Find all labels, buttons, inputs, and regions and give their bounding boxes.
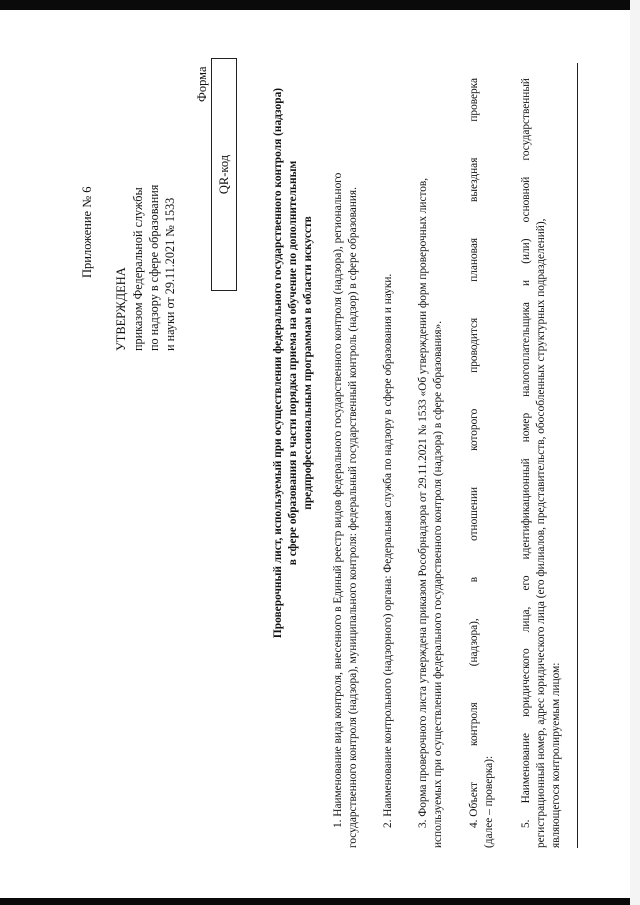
qr-code-label: QR-код — [216, 154, 231, 195]
approval-line: приказом Федеральной службы — [130, 187, 145, 351]
rotated-document — [1, 8, 621, 898]
document-title — [271, 83, 316, 643]
word: проверка — [468, 78, 480, 122]
approval-heading: УТВЕРЖДЕНА — [114, 267, 128, 351]
word: которого — [468, 408, 480, 451]
word: государственный — [520, 78, 532, 161]
title-line: в сфере образования в части порядка приема на обучение по дополнительным — [287, 160, 300, 566]
word: 5. — [520, 819, 532, 828]
word: юридического — [520, 648, 532, 717]
approval-block — [113, 51, 178, 351]
word: выездная — [468, 157, 480, 202]
appendix-number: Приложение № 6 — [80, 186, 94, 278]
item-form-approval — [416, 78, 446, 848]
word: основной — [520, 176, 532, 223]
paragraph-line: 3. Форма проверочного листа утверждена приказом Рособрнадзора от 29.11.2021 № 1533 «Об утверждении форм проверочных листов, — [417, 177, 429, 828]
word: в — [468, 576, 480, 583]
paragraph-line: 1. Наименование вида контроля, внесенного в Единый реестр видов федерального государственного контроля (надзора), регионального — [332, 172, 344, 828]
title-line: предпрофессиональным программам в области искусств — [302, 216, 315, 510]
word: и — [520, 279, 532, 286]
paragraph-line: 2. Наименование контрольного (надзорного) органа: Федеральная служба по надзору в сфере образования и науки. — [382, 273, 394, 828]
approval-line: и науки от 29.11.2021 № 1533 — [162, 197, 177, 351]
form-label: Форма — [195, 66, 209, 102]
fill-in-line — [577, 63, 578, 848]
paragraph-line: используемых при осуществлении федерального государственного контроля (надзора) в сфере образования». — [431, 320, 444, 848]
word: отношении — [468, 486, 480, 541]
paragraph-line: государственного контроля (надзора), муниципального контроля: федеральный государственный контроль (надзор) в сфере образования. — [346, 187, 359, 848]
word: 4. Объект — [468, 781, 480, 828]
paragraph-line: являющегося контролируемым лицом: — [549, 662, 562, 848]
word: лица, — [520, 606, 532, 633]
word: проводится — [468, 317, 480, 373]
word: его — [520, 575, 532, 591]
justified-line — [519, 78, 534, 848]
word: (или) — [520, 238, 532, 264]
word: номер — [520, 412, 532, 443]
qr-code-box — [211, 58, 237, 291]
scan-bottom-edge — [0, 898, 640, 905]
title-line: Проверочный лист, используемый при осуществлении федерального государственного контроля (надзора) — [272, 87, 284, 639]
item-control-type — [331, 78, 361, 848]
word: идентификационный — [520, 458, 532, 560]
item-legal-entity — [519, 78, 564, 848]
word: контроля — [468, 702, 480, 746]
justified-line — [467, 78, 482, 848]
item-control-object — [467, 78, 497, 848]
word: плановая — [468, 237, 480, 282]
approval-line: по надзору в сфере образования — [146, 184, 161, 351]
paragraph-line: (далее – проверка): — [482, 755, 495, 848]
paragraph-line: регистрационный номер, адрес юридического лица (его филиалов, представительств, обособленных структурных подразделений), — [534, 218, 547, 848]
item-control-body — [381, 78, 396, 848]
word: (надзора), — [468, 618, 480, 667]
word: налогоплательщика — [520, 302, 532, 397]
word: Наименование — [520, 732, 532, 804]
scan-right-edge — [630, 0, 640, 905]
